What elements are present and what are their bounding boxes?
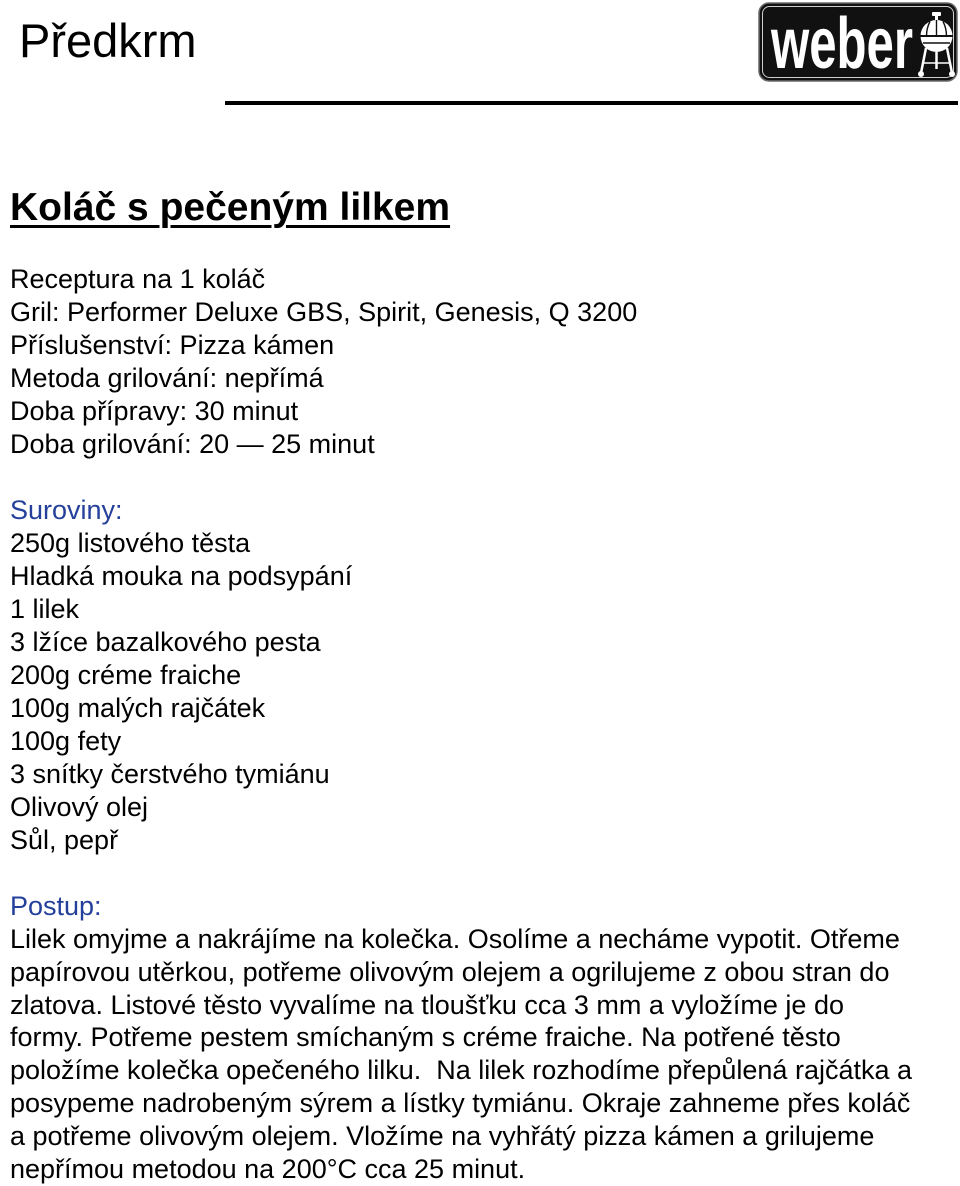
ingredient-item: Olivový olej: [10, 792, 149, 822]
steps-paragraph: [10, 923, 912, 1185]
steps-heading: Postup:: [10, 891, 102, 921]
ingredient-item: 1 lilek: [10, 594, 80, 624]
recipe-title: Koláč s pečeným lilkem: [10, 186, 451, 229]
info-accessory: Příslušenství: Pizza kámen: [10, 330, 335, 360]
info-servings: Receptura na 1 koláč: [10, 264, 266, 294]
header-divider: [225, 101, 958, 105]
steps-line: formy. Potřeme pestem smíchaným s créme fraiche. Na potřené těsto: [10, 1022, 841, 1053]
steps-line: nepřímou metodou na 200°C cca 25 minut.: [10, 1153, 526, 1184]
steps-line: Lilek omyjme a nakrájíme na kolečka. Osolíme a necháme vypotit. Otřeme: [10, 924, 900, 954]
ingredient-item: Sůl, pepř: [10, 825, 119, 855]
steps-line: posypeme nadrobeným sýrem a lístky tymiánu. Okraje zahneme přes koláč: [10, 1087, 911, 1118]
ingredient-item: Hladká mouka na podsypání: [10, 561, 353, 591]
info-prep-time: Doba přípravy: 30 minut: [10, 396, 299, 426]
weber-wordmark: weber: [770, 4, 913, 84]
steps-line: papírovou utěrkou, potřeme olivovým olejem a ogrilujeme z obou stran do: [10, 956, 890, 987]
steps-line: zlatova. Listové těsto vyvalíme na tloušťku cca 3 mm a vyložíme je do: [10, 989, 844, 1020]
ingredient-item: 3 lžíce bazalkového pesta: [10, 627, 321, 657]
ingredient-item: 250g listového těsta: [10, 528, 251, 558]
section-title: Předkrm: [19, 14, 197, 67]
ingredient-item: 3 snítky čerstvého tymiánu: [10, 759, 330, 789]
steps-line: položíme kolečka opečeného lilku. Na lilek rozhodíme přepůlená rajčátka a: [10, 1055, 913, 1086]
ingredient-item: 100g fety: [10, 726, 122, 756]
info-grill-time: Doba grilování: 20 — 25 minut: [10, 429, 375, 459]
ingredients-list: [10, 527, 352, 857]
weber-logo: [758, 2, 958, 82]
steps-line: a potřeme olivovým olejem. Vložíme na vyhřátý pizza kámen a grilujeme: [10, 1120, 875, 1151]
ingredient-item: 100g malých rajčátek: [10, 693, 266, 723]
ingredient-item: 200g créme fraiche: [10, 660, 242, 690]
recipe-info: [10, 263, 637, 461]
ingredients-heading: Suroviny:: [10, 495, 123, 525]
info-grill: Gril: Performer Deluxe GBS, Spirit, Genesis, Q 3200: [10, 297, 638, 327]
info-method: Metoda grilování: nepřímá: [10, 363, 324, 393]
